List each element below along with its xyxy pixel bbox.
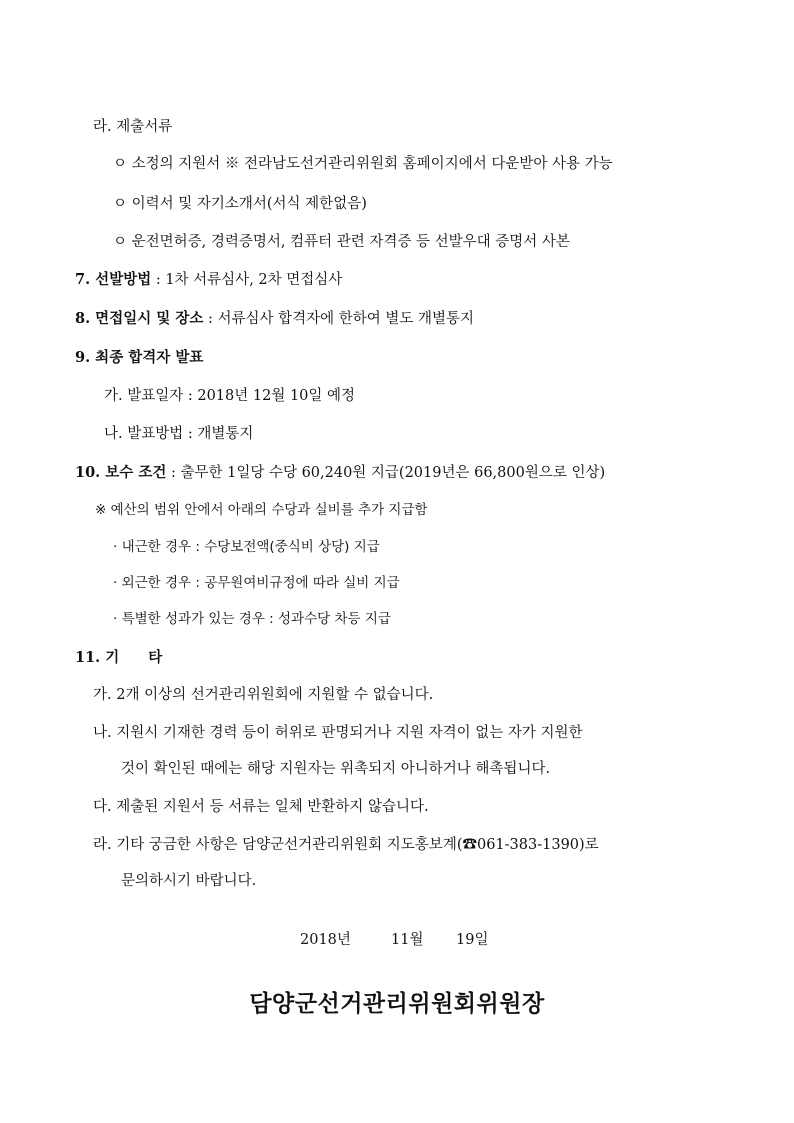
section-11-item-2-cont: 것이 확인된 때에는 해당 지원자는 위촉되지 아니하거나 해촉됩니다. <box>121 761 551 777</box>
section-11-item-2: 나. 지원시 기재한 경력 등이 허위로 판명되거나 지원 자격이 없는 자가 지원한 <box>93 725 583 741</box>
section-10 <box>75 463 605 483</box>
section-9-title: 9. 최종 합격자 발표 <box>75 349 204 366</box>
section-11-item-4-cont: 문의하시기 바랍니다. <box>121 873 257 889</box>
date-day: 19일 <box>456 932 489 948</box>
date-year: 2018년 <box>300 932 351 948</box>
section-10-bullet-2: · 외근한 경우 : 공무원여비규정에 따라 실비 지급 <box>113 575 400 591</box>
section-10-note: ※ 예산의 범위 안에서 아래의 수당과 실비를 추가 지급함 <box>95 502 428 518</box>
section-11-item-1: 가. 2개 이상의 선거관리위원회에 지원할 수 없습니다. <box>93 687 434 703</box>
section-10-bullet-3: · 특별한 성과가 있는 경우 : 성과수당 차등 지급 <box>113 611 391 627</box>
docs-item-3: ㅇ 운전면허증, 경력증명서, 컴퓨터 관련 자격증 등 선발우대 증명서 사본 <box>113 234 570 250</box>
section-8 <box>75 309 474 329</box>
docs-heading: 라. 제출서류 <box>93 119 173 135</box>
section-11-title: 11. 기 타 <box>75 649 163 666</box>
section-9-item-2: 나. 발표방법 : 개별통지 <box>104 426 254 442</box>
section-7-text: : 1차 서류심사, 2차 면접심사 <box>151 272 343 288</box>
docs-item-1: ㅇ 소정의 지원서 ※ 전라남도선거관리위원회 홈페이지에서 다운받아 사용 가능 <box>113 156 613 172</box>
section-8-title: 8. 면접일시 및 장소 <box>75 310 204 327</box>
section-10-text: : 출무한 1일당 수당 60,240원 지급(2019년은 66,800원으로 인상) <box>166 465 606 481</box>
section-10-bullet-1: · 내근한 경우 : 수당보전액(중식비 상당) 지급 <box>113 539 380 555</box>
section-11-item-4: 라. 기타 궁금한 사항은 담양군선거관리위원회 지도홍보계(☎061-383-1390)로 <box>93 837 599 853</box>
signer-title: 담양군선거관리위원회위원장 <box>249 990 545 1017</box>
docs-item-2: ㅇ 이력서 및 자기소개서(서식 제한없음) <box>113 196 367 212</box>
section-7-title: 7. 선발방법 <box>75 271 152 288</box>
section-7 <box>75 270 342 290</box>
date-month: 11월 <box>391 932 424 948</box>
section-9-item-1: 가. 발표일자 : 2018년 12월 10일 예정 <box>104 388 356 404</box>
section-10-title: 10. 보수 조건 <box>75 464 167 481</box>
section-11-item-3: 다. 제출된 지원서 등 서류는 일체 반환하지 않습니다. <box>93 799 429 815</box>
section-8-text: : 서류심사 합격자에 한하여 별도 개별통지 <box>203 311 475 327</box>
